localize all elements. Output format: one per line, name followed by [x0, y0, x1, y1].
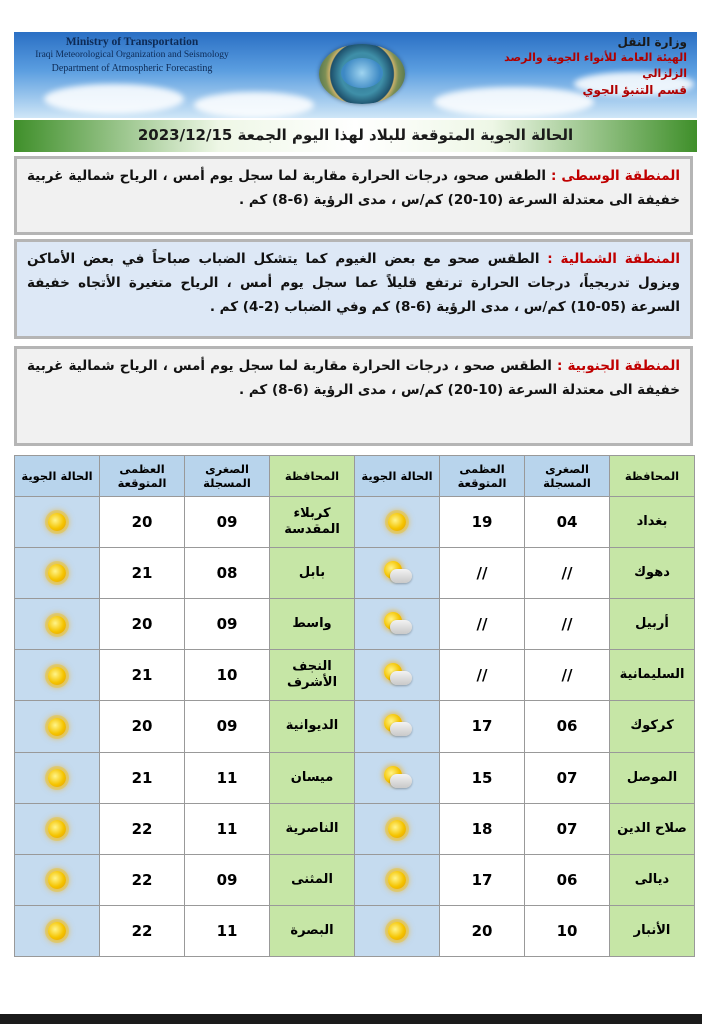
weather-cell — [355, 497, 440, 548]
bottom-bar — [0, 1014, 702, 1024]
region-text: الطقس صحو ، درجات الحرارة مقاربة لما سجل يوم أمس ، الرياح شمالية غربية خفيفة الى معتدلة السرعة (10-20) كم/س ، مدى الرؤية (6-8) كم . — [27, 358, 680, 398]
max-temp-cell: // — [440, 548, 525, 599]
sunny-icon — [48, 513, 66, 531]
region-name: المنطقة الوسطى : — [551, 168, 681, 184]
max-temp-cell: 20 — [100, 497, 185, 548]
province-cell: بابل — [270, 548, 355, 599]
weather-cell — [15, 905, 100, 956]
table-row — [15, 752, 695, 803]
en-ministry: Ministry of Transportation — [65, 36, 199, 48]
table-row — [15, 854, 695, 905]
english-header — [22, 36, 242, 75]
sunny-icon — [48, 667, 66, 685]
sunny-icon — [388, 820, 406, 838]
partly-cloudy-icon — [380, 663, 414, 687]
province-cell: كركوك — [610, 701, 695, 752]
col-header-max: العظمى المتوقعة — [440, 456, 525, 497]
sunny-icon — [48, 820, 66, 838]
forecast-table — [14, 455, 695, 957]
weather-cell — [15, 803, 100, 854]
min-temp-cell: 07 — [525, 803, 610, 854]
weather-cell — [15, 701, 100, 752]
region-text: الطقس صحو، درجات الحرارة مقاربة لما سجل يوم أمس ، الرياح شمالية غربية خفيفة الى معتدلة السرعة (10-20) كم/س ، مدى الرؤية (6-8) كم . — [27, 168, 680, 208]
col-header-min: الصغرى المسجلة — [525, 456, 610, 497]
max-temp-cell: 22 — [100, 803, 185, 854]
col-header-province: المحافظة — [270, 456, 355, 497]
sunny-icon — [388, 513, 406, 531]
ar-organization: الهيئة العامة للأنواء الجوية والرصد الزلزالي — [504, 51, 687, 80]
col-header-province: المحافظة — [610, 456, 695, 497]
region-box-central — [14, 156, 693, 235]
min-temp-cell: // — [525, 599, 610, 650]
ar-department: قسم التنبؤ الجوي — [582, 83, 687, 97]
max-temp-cell: 20 — [100, 701, 185, 752]
sunny-icon — [48, 718, 66, 736]
min-temp-cell: 11 — [185, 803, 270, 854]
header-banner — [14, 32, 697, 118]
weather-cell — [355, 599, 440, 650]
sunny-icon — [48, 616, 66, 634]
max-temp-cell: 15 — [440, 752, 525, 803]
arabic-header — [457, 34, 687, 98]
min-temp-cell: 10 — [185, 650, 270, 701]
province-cell: ميسان — [270, 752, 355, 803]
title-bar — [14, 120, 697, 152]
table-row — [15, 599, 695, 650]
min-temp-cell: 10 — [525, 905, 610, 956]
max-temp-cell: 20 — [440, 905, 525, 956]
ar-ministry: وزارة النقل — [617, 35, 687, 49]
min-temp-cell: // — [525, 650, 610, 701]
max-temp-cell: 22 — [100, 854, 185, 905]
sunny-icon — [388, 922, 406, 940]
province-cell: بغداد — [610, 497, 695, 548]
min-temp-cell: 09 — [185, 854, 270, 905]
sunny-icon — [48, 871, 66, 889]
max-temp-cell: 21 — [100, 548, 185, 599]
province-cell: الموصل — [610, 752, 695, 803]
weather-cell — [15, 497, 100, 548]
max-temp-cell: // — [440, 650, 525, 701]
weather-cell — [15, 548, 100, 599]
sunny-icon — [388, 871, 406, 889]
max-temp-cell: 19 — [440, 497, 525, 548]
partly-cloudy-icon — [380, 561, 414, 585]
max-temp-cell: 18 — [440, 803, 525, 854]
province-cell: دهوك — [610, 548, 695, 599]
table-row — [15, 497, 695, 548]
organization-logo — [319, 44, 405, 104]
max-temp-cell: 21 — [100, 650, 185, 701]
weather-cell — [355, 701, 440, 752]
province-cell: البصرة — [270, 905, 355, 956]
province-cell: الديوانية — [270, 701, 355, 752]
weather-cell — [355, 650, 440, 701]
col-header-min: الصغرى المسجلة — [185, 456, 270, 497]
weather-cell — [15, 599, 100, 650]
min-temp-cell: 04 — [525, 497, 610, 548]
min-temp-cell: 09 — [185, 497, 270, 548]
col-header-max: العظمى المتوقعة — [100, 456, 185, 497]
weather-cell — [15, 854, 100, 905]
partly-cloudy-icon — [380, 766, 414, 790]
province-cell: واسط — [270, 599, 355, 650]
min-temp-cell: 09 — [185, 701, 270, 752]
region-box-south — [14, 346, 693, 446]
table-row — [15, 650, 695, 701]
table-row — [15, 548, 695, 599]
region-text: الطقس صحو مع بعض الغيوم كما يتشكل الضباب صباحاً في بعض الأماكن ويزول تدريجياً، درجات الحرارة ترتفع قليلاً عما سجل يوم أمس ، الرياح متغيرة الأتجاه خفيفة السرعة (05-10) كم/س ، مدى الرؤية (6-8) كم وفي الضباب (2-4) كم . — [27, 251, 680, 315]
sunny-icon — [48, 922, 66, 940]
region-name: المنطقة الشمالية : — [547, 251, 681, 267]
region-name: المنطقة الجنوبية : — [556, 358, 681, 374]
province-cell: السليمانية — [610, 650, 695, 701]
col-header-weather: الحالة الجوية — [15, 456, 100, 497]
min-temp-cell: 09 — [185, 599, 270, 650]
partly-cloudy-icon — [380, 612, 414, 636]
max-temp-cell: // — [440, 599, 525, 650]
province-cell: النجف الأشرف — [270, 650, 355, 701]
min-temp-cell: 07 — [525, 752, 610, 803]
sunny-icon — [48, 564, 66, 582]
min-temp-cell: 06 — [525, 701, 610, 752]
weather-cell — [355, 905, 440, 956]
region-box-north — [14, 239, 693, 339]
weather-cell — [355, 854, 440, 905]
page-title: الحالة الجوية المتوقعة للبلاد لهذا اليوم الجمعة 2023/12/15 — [137, 126, 574, 144]
min-temp-cell: 08 — [185, 548, 270, 599]
weather-cell — [355, 548, 440, 599]
min-temp-cell: // — [525, 548, 610, 599]
table-row — [15, 905, 695, 956]
table-row — [15, 701, 695, 752]
en-organization: Iraqi Meteorological Organization and Seismology — [35, 50, 229, 60]
min-temp-cell: 11 — [185, 752, 270, 803]
max-temp-cell: 20 — [100, 599, 185, 650]
province-cell: أربيل — [610, 599, 695, 650]
province-cell: صلاح الدين — [610, 803, 695, 854]
table-header-row — [15, 456, 695, 497]
max-temp-cell: 17 — [440, 701, 525, 752]
table-row — [15, 803, 695, 854]
weather-cell — [15, 650, 100, 701]
partly-cloudy-icon — [380, 714, 414, 738]
max-temp-cell: 17 — [440, 854, 525, 905]
min-temp-cell: 11 — [185, 905, 270, 956]
province-cell: كربلاء المقدسة — [270, 497, 355, 548]
col-header-weather: الحالة الجوية — [355, 456, 440, 497]
province-cell: الناصرية — [270, 803, 355, 854]
province-cell: الأنبار — [610, 905, 695, 956]
sunny-icon — [48, 769, 66, 787]
weather-cell — [15, 752, 100, 803]
weather-cell — [355, 752, 440, 803]
weather-cell — [355, 803, 440, 854]
en-department: Department of Atmospheric Forecasting — [51, 63, 213, 74]
province-cell: المثنى — [270, 854, 355, 905]
max-temp-cell: 21 — [100, 752, 185, 803]
province-cell: ديالى — [610, 854, 695, 905]
max-temp-cell: 22 — [100, 905, 185, 956]
min-temp-cell: 06 — [525, 854, 610, 905]
